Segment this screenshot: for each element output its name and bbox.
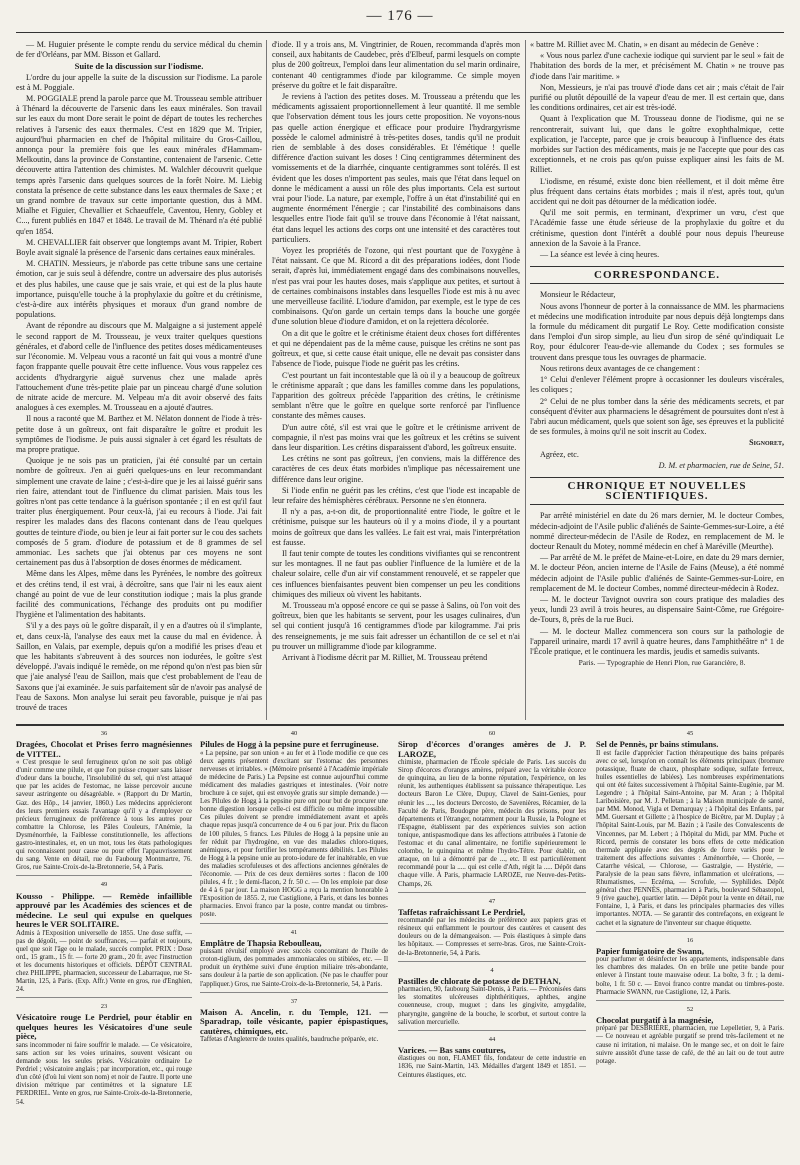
ad-body: puissant révulsif employé avec succès concomitant de l'huile de croton-tiglium, des pommades ammoniacales ou stibiées, etc. — Il produit un érythème suivi d'une éruption miliaire très-abondante, sans douleur à la partie de son application. (Ne pas le chauffer pour l'appliquer.) Gros, rue Sainte-Croix-de-la-Bretonnerie, 54, à Paris. <box>200 948 388 988</box>
ad-number: 45 <box>686 730 694 737</box>
section-title: CHRONIQUE ET NOUVELLES SCIENTIFIQUES. <box>530 477 784 505</box>
advertisement <box>200 929 388 993</box>
ad-title: Emplâtre de Thapsia Reboulleau, <box>200 937 322 948</box>
paragraph: Avant de répondre au discours que M. Malgaigne a si justement appelé le second rapport de M. Trousseau, je veux traiter quelques questions générales, et d'abord celle de l'influence des petites doses médicamenteuses sur l'économie. M. Velpeau vous a raconté un fait qui vous a montré d'une façon frappante quelle pouvait être cette influence. Vous vous rappelez ces accidents d'hydrargyrie aiguë survenus chez une malade après l'attouchement d'une très-petite plaie par un pinceau chargé d'une solution de nitrate acide de mercure. M. Velpeau m'a dit avoir observé des faits analogues à ces exemples. M. Trousseau en a ajouté d'autres. <box>16 321 262 413</box>
paragraph: « battre M. Rilliet avec M. Chatin, » en disant au médecin de Genève : <box>530 40 759 49</box>
ad-number: 44 <box>488 1035 496 1043</box>
ad-body: élastiques ou non, FLAMET fils, fondateur de cette industrie en 1836, rue Saint-Martin, 143. Médailles d'argent 1849 et 1851. — Ceintures élastiques, etc. <box>398 1055 586 1079</box>
paragraph: Il faut tenir compte de toutes les conditions vivifiantes qui se rencontrent sur les montagnes. Il ne faut pas oublier l'influence de la lumière et de la chaleur solaire, celle d'un air vif constamment renouvelé, et se rappeler que ces influences bienfaisantes peuvent bien compenser un peu les conditions chimiques des milieux où vivent les habitants. <box>272 548 520 599</box>
paragraph: L'iodisme, en résumé, existe donc bien réellement, et il doit même être plus fréquent dans certains états morbides ; mais il n'est, après tout, qu'un accident qui ne doit pas détourner de la médication iodée. <box>530 176 784 207</box>
paragraph: d'iode. Il y a trois ans, M. Vingtrinier, de Rouen, recommanda d'après mon conseil, aux habitants de Caudebec, près d'Elbeuf, parmi lesquels on compte plus de 200 goîtreux, l'emploi dans leur alimentation du sel marin ordinaire, contenant 40 centigrammes d'iode par kilogramme. Ce simple moyen préserve du goître et le fait disparaître. <box>272 40 520 90</box>
printer-line: Paris. — Typographie de Henri Plon, rue Garancière, 8. <box>578 658 746 668</box>
ad-title: Kousso - Philippe. — Remède infaillible approuvé par les Académies des sciences et de médecine. Le seul qui expulse en quelques heures le VER SOLITAIRE. <box>16 890 192 929</box>
ad-title: Chocolat purgatif à la magnésie, <box>596 1014 714 1025</box>
paragraph: M. CHATIN. Messieurs, je n'aborde pas cette tribune sans une certaine émotion, car je suis seul à défendre, contre un adversaire des plus autorisés et des plus habiles, une cause que je sais vraie, et qui est de la plus haute importance, puisqu'elle touche à la prophylaxie du goître et du crétinisme, c'est-à-dire aux intérêts physiques et moraux d'un grand nombre de populations. <box>16 259 262 320</box>
paragraph: — M. Huguier présente le compte rendu du service médical du chemin de fer d'Orléans, par MM. Bisson et Gallard. <box>16 40 262 60</box>
paragraph: On a dit que le goître et le crétinisme étaient deux choses fort différentes et qui ne dépendaient pas de la même cause, puisque les crétins ne sont pas goîtreux, et que, si cette cause était unique, elle ne devait pas consister dans l'absence de l'iode, puisque l'iode ne guérit pas les crétins. <box>272 328 520 369</box>
advertisement <box>200 998 388 1048</box>
advertisement <box>596 1006 784 1069</box>
ad-title: Varices. — Bas sans coutures, <box>398 1044 506 1055</box>
ad-body: chimiste, pharmacien de l'École spéciale de Paris. Les succès du Sirop d'écorces d'oranges amères, préparé avec la véritable écorce de quinquina, au lieu de la bonne réputation, l'expérience, on les réunit, les authentiques établissent sa puissance thérapeutique. Les docteurs Baron Le Clère, Dupuy, Clavel de Saint-Genies, pour réunir les ...., les docteurs Dercosto, de Savenières, Récamier, de la Faculté de Paris, Boudogne père, médecin des prisons, pour les départements et l'étranger, notamment pour la Russie, la Pologne et l'Espagne, établissent par des expériences suivies son action tonique, antispasmodique dans les affections attribuées à l'atonie de l'estomac et du canal alimentaire, ne fortifie supérieurement le colombo, le quinquina et même l'hydro-Tétre. Pour établir, on attaque, on lui a démontré par de ..., etc. Il est particulièrement recommandé pour la ..... qui est celle d'Ath, régit la ..... Dépôt dans chaque ville. À Paris, pharmacie LAROZE, rue Neuve-des-Petits-Champs, 26. <box>398 759 586 888</box>
ads-column-1 <box>16 730 192 1160</box>
paragraph: Agréez, etc. <box>540 449 579 459</box>
paragraph: Voyez les propriétés de l'ozone, qui n'est pourtant que de l'oxygène à l'état naissant. Ce que M. Ricord a dit des préparations iodées, dont l'iode serait, d'après lui, immédiatement engagé dans des combinaisons nouvelles, n'est pas vrai pour les hautes doses, mais s'applique aux petites, et surtout à de certaines combinaisons instables dans lesquelles l'iode est mis à nu avec une merveilleuse facilité. L'iodure d'amidon, par exemple, est le type de ces combinaisons. Qu'on garde un certain temps dans la bouche une gorgée d'une solution bleue d'iodure d'amidon, et on la rejettera décolorée. <box>272 246 520 327</box>
ad-title: Papier fumigatoire de Swann, <box>596 945 704 956</box>
ad-title: Vésicatoire rouge Le Perdriel, pour établir en quelques heures les Vésicatoires d'une seule pièce, <box>16 1012 192 1042</box>
column-divider <box>266 40 267 720</box>
advertisement <box>16 1003 192 1109</box>
advertisement <box>16 881 192 998</box>
ad-number: 4 <box>490 966 494 974</box>
section-heading: Suite de la discussion sur l'iodisme. <box>74 61 204 72</box>
signature-address: D. M. et pharmacien, rue de Seine, 51. <box>658 460 784 470</box>
column-divider <box>525 40 526 720</box>
ad-number: 49 <box>100 881 108 889</box>
paragraph: Quoique je ne sois pas un praticien, j'ai été consulté par un certain nombre de goîtreux. J'en ai guéri quelques-uns en leur recommandant simplement une cravate de laine ; c'est-à-dire que je les ai laissé guérir sans rien faire, attendant tout de l'influence du climat parisien. Mais tous les goîtres n'ont pas cette tendance à la guérison spontanée ; il en est qu'il faut traiter plus énergiquement. Pour ceux-là, j'ai eu recours à l'iode. J'ai fait respirer les malades dans des flacons contenant dans de l'eau quelques gouttes de teinture d'iode, ou bien je leur ai fait porter sur le cou des sachets composés de 5 gram. d'iodure de potassium et de 8 grammes de sel ammoniac. Les sachets que j'ai obtenus par ces moyens ne sont certainement pas dus à l'absorption de doses énormes de médicament. <box>16 456 262 568</box>
paragraph: — Par arrêté de M. le préfet de Maine-et-Loire, en date du 29 mars dernier, M. le docteur Péon, ancien interne de l'Asile de Fains (Meuse), a été nommé médecin adjoint de l'Asile public d'aliénés de Sainte-Gemmes-sur-Loire, en remplacement de M. le docteur Combes, nommé directeur-médecin à Rodez. <box>530 553 784 593</box>
paragraph: — M. le docteur Tavignot ouvrira son cours pratique des maladies des yeux, lundi 23 avril à trois heures, au dispensaire Saint-Côme, rue Grégoire-de-Tours, 8, près de la rue Buci. <box>530 594 784 625</box>
advertisement <box>398 967 586 1031</box>
article-column-3 <box>530 40 784 742</box>
advertisement <box>596 730 784 932</box>
article-column-1 <box>16 40 262 720</box>
ads-column-2 <box>200 730 388 1160</box>
ad-number: 23 <box>100 1003 108 1011</box>
paragraph: Il nous a raconté que M. Barthez et M. Nélaton donnent de l'iode à très-petite dose à un goîtreux, ont fait disparaître le goître et produit les symptômes de l'iodisme. Je puis aussi signaler à cet égard les résultats de ma propre pratique. <box>16 414 262 454</box>
header-rule <box>16 32 784 33</box>
ad-number: 37 <box>290 997 298 1005</box>
ad-body: pharmacien, 90, faubourg Saint-Denis, à Paris. — Préconisées dans les stomatites ulcéreuses diphthéritiques, aphthes, angine couenneuse, croup, muguet ; dans les gingivite, amygdalite, pharyngite, gangrène de la bouche, le scorbut, et surtout contre la salivation mercurielle. <box>398 986 586 1026</box>
ad-title: Sel de Pennès, pr bains stimulans. <box>596 739 719 750</box>
paragraph: Il n'y a pas, a-t-on dit, de proportionnalité entre l'iode, le goître et le crétinisme, puisque sur les hauteurs où il y a moins d'iode, il y a pourtant moins de goîtreux que dans les vallées. Le fait est vrai, mais l'interprétation est fausse. <box>272 507 520 547</box>
paragraph: S'il y a des pays où le goître disparaît, il y en a d'autres où il s'implante, et, dans ceux-là, l'analyse des eaux met la cause du mal en évidence. À Saillon, en Valais, par exemple, depuis qu'on a modifié les prises d'eau et que les habitants s'abreuvent à des sources non iodurées, le goître s'est développé. J'avais indiqué le remède, on me répond qu'on n'est pas bien sûr que j'aie analysé l'eau de Saillon, mais que c'est probablement de l'eau de Saxons que j'ai examinée. Je suis parfaitement sûr de n'avoir pas analysé de l'eau de Saxons. Mon analyse lui serait peu favorable, puisque je n'ai pas trouvé de traces <box>16 621 262 712</box>
advertisement <box>200 730 388 924</box>
advertisement <box>596 937 784 1001</box>
ad-body: recommandé par les médecins de préférence aux papiers gras et résineux qui enflamment le pourtour des cautères et causent des douleurs ou de la démangeaison. — Pois élastiques à simple dans les hôpitaux. — Compresses et serre-bras. Gros, rue Sainte-Croix-de-la-Bretonnerie, 54, à Paris. <box>398 917 586 957</box>
paragraph: — M. le docteur Mallez commencera son cours sur la pathologie de l'appareil urinaire, mardi 17 avril à quatre heures, dans l'amphithéâtre n° 1 de l'École pratique, et le continuera les mardis, jeudis et samedis suivants. <box>530 626 784 656</box>
article-column-2 <box>272 40 520 696</box>
paragraph: Non, Messieurs, je n'ai pas trouvé d'iode dans cet air ; mais c'était de l'air purifié ou plutôt dépouillé de la vapeur d'eau de mer. Il est certain que, dans les conditions ordinaires, cet air est très-iodé. <box>530 82 784 113</box>
paragraph: M. POGGIALE prend la parole parce que M. Trousseau semble attribuer à Thénard la découverte de l'arsenic dans les eaux minérales. Son travail sur les eaux du mont Dore serait le point de départ de toutes les recherches relatives à l'arsenic des eaux thermales. C'est en 1829 que M. Tripier, aujourd'hui pharmacien en chef de l'hôpital militaire du Gros-Caillou, annonça pour la première fois que les eaux minérales d'Hammam-Melkoutin, dans la province de Constantine, contenaient de l'arsenic. Cette découverte attira l'attention des chimistes. M. Walchler découvrit quelque temps après l'arsenic dans quelques sources de la forêt Noire. M. Liebig constata la présence de cette substance dans les eaux thermales de Saxe ; et un grand nombre de travaux sur cette importante question, dus à MM. Mialhe et Figuier, Chevallier et Schaeuffele, Caventou, Henry, Gobley et C..., furent publiés en 1847 et 1848. Le travail de M. Thénard n'a été publié qu'en 1854. <box>16 94 262 236</box>
ad-number: 16 <box>686 936 694 944</box>
ads-column-4 <box>596 730 784 1160</box>
paragraph: Nous avons l'honneur de porter à la connaissance de MM. les pharmaciens et médecins une modification introduite par nous depuis déjà longtemps dans la formule du médicament dit purgatif Le Roy. Cette modification consiste dans l'emploi d'un sirop simple, au lieu d'un sirop de séné qu'indiquait Le Roy, pour édulcorer l'eau-de-vie allemande du Codex ; ses formules se trouvent dans presque tous les ouvrages de pharmacie. <box>530 301 784 362</box>
ad-number: 40 <box>290 730 298 737</box>
paragraph: Nous retirons deux avantages de ce changement : <box>540 363 700 373</box>
paragraph: Monsieur le Rédacteur, <box>540 290 616 300</box>
advertisements-rule <box>16 724 784 726</box>
ad-body: préparé par DESBRIÈRE, pharmacien, rue Lepelletier, 9, à Paris. — Ce nouveau et agréable purgatif se prend très-facilement et ne cause ni irritation, ni malaise. On le mange sec, et on doit le faire suivre aussitôt d'une tasse de café, de thé au lait ou de tout autre potage. <box>596 1025 784 1065</box>
paragraph: 2° Celui de ne plus tomber dans la série des médicaments secrets, et par conséquent d'éviter aux pharmaciens le désagrément de poursuites dont n'est à l'abri aucun médicament, quels que soient son âge, ses épreuves et la publicité de ses formules, à moins qu'il ne soit inscrit au Codex. <box>530 396 784 437</box>
ad-number: 41 <box>290 928 298 936</box>
ad-title: Pilules de Hogg à la pepsine pure et ferrugineuse. <box>200 739 379 750</box>
paragraph: Quant à l'explication que M. Trousseau donne de l'iodisme, qui ne se rencontrerait, suivant lui, que dans le goître exophthalmique, cette explication, je l'accepte, parce que je crois beaucoup à l'influence des états morbides sur l'action des médicaments, mais je ne l'accepte que pour des cas exceptionnels, et ne crois pas qu'on puisse expliquer ainsi les faits de M. Rilliet. <box>530 114 784 175</box>
paragraph: Qu'il me soit permis, en terminant, d'exprimer un vœu, c'est que l'Académie fasse une étude sérieuse de la prophylaxie du goître et du crétinisme, question dont l'intérêt a doublé pour nous depuis l'heureuse annexion de la Savoie à la France. <box>530 208 784 248</box>
ad-body: pour parfumer et désinfecter les appartements, indispensable dans les chambres des malades. On en brûle une petite bande pour enlever à l'instant toute mauvaise odeur. La boîte, 3 fr. ; la demi-boîte, 1 fr. 50 c. — Envoi franco contre mandat ou timbres-poste. Pharmacie SWANN, rue Castiglione, 12, à Paris. <box>596 956 784 996</box>
paragraph: Si l'iode enfin ne guérit pas les crétins, c'est que l'iode est incapable de leur refaire des hémisphères cérébraux. Personne ne s'en étonnera. <box>272 485 520 505</box>
ad-number: 60 <box>488 730 496 737</box>
ad-body: Admis à l'Exposition universelle de 1855. Une dose suffit, — pas de dégoût, — point de souffrances, — parfait et toujours, quel que soit l'âge ou le malade, succès complet. PRIX : Dose ord., 15 gram., 15 fr. — forte 20 gram., 20 fr. avec l'instruction et les documents historiques et officiels. DÉPÔT CENTRAL chez PHILIPPE, pharmacien, successeur de Labarraque, rue St-Martin, 125, à Paris. (Exp. Affr.) Vente en gros, rue d'Enghien, 24. <box>16 929 192 994</box>
ad-title: Pastilles de chlorate de potasse de DETHAN, <box>398 975 561 986</box>
paragraph: Les crétins ne sont pas goîtreux, j'en conviens, mais la différence des caractères de ces deux états morbides n'implique pas nécessairement une différence dans leur origine. <box>272 454 520 484</box>
paragraph: L'ordre du jour appelle la suite de la discussion sur l'iodisme. La parole est à M. Poggiale. <box>16 72 262 92</box>
ad-body: sans incommoder ni faire souffrir le malade. — Ce vésicatoire, sans action sur les voies urinaires, souvent vésicant ou demande sous les seules prisés. Vésicatoire ordinaire Le Perdriel ; vésicatoire anglais ; par incorporation, etc., qui rouge d'un côté (d'où lui vient son nom) et noir de l'autre. Il porte une division métrique par centimètres et la signature LE PERDRIEL. Vente en gros, rue Sainte-Croix-de-la-Bretonnerie, 54. <box>16 1041 192 1106</box>
ad-number: 47 <box>488 897 496 905</box>
paragraph: D'un autre côté, s'il est vrai que le goître et le crétinisme arrivent de compagnie, il n'est pas moins vrai que les goîtreux et les crétins se suivent dans leur disparition. Les crétins disparaissent d'abord, les goîtreux ensuite. <box>272 422 520 452</box>
page-number: — 176 — <box>366 8 434 24</box>
paragraph: Je reviens à l'action des petites doses. M. Trousseau a prétendu que les médicaments agissaient proportionnellement à leur quantité. Il me semble que l'observation dément tous les jours cette proposition. Ne voyons-nous pas quelle action énergique et efficace pour produire l'hydrargyrisme possède le calomel administré à très-petites doses, tandis qu'il ne produit rien de semblable à des doses considérables. Et l'émétique ! quelle différence d'action suivant les doses ! Cinq centigrammes déterminent des vomissements et de la diarrhée, cinquante centigrammes sont tolérés. Il est évident que les doses n'importent pas seules, mais que l'état dans lequel on donne le médicament a aussi un rôle des plus importants. Cela est surtout vrai pour l'iode. La nature, par exemple, l'offre à un état d'instabilité qui en augmente énormément l'énergie ; car l'instabilité des combinaisons dans lesquelles entre l'iode fait qu'il se trouve dans l'économie à l'état naissant, état dans lequel les actions des corps ont une intensité et des caractères tout particuliers. <box>272 92 520 244</box>
paragraph: M. Trousseau m'a opposé encore ce qui se passe à Salins, où l'on voit des goîtreux, bien que les habitants se servent, pour les usages culinaires, d'un sel qui contient jusqu'à 16 centigrammes d'iode par kilogramme. J'ai pris des renseignements, je me suis fait adresser un échantillon de ce sel et n'ai pu trouver un milligramme d'iode par kilogramme. <box>272 600 520 651</box>
advertisement <box>398 898 586 962</box>
paragraph: C'est pourtant un fait incontestable que là où il y a beaucoup de goîtreux le crétinisme apparaît ; que dans les familles comme dans les populations, l'apparition des goîtreux précède l'apparition des crétins, le crétinisme semblant n'être que le goître en quelque sorte renforcé par l'influence constante des mêmes causes. <box>272 370 520 421</box>
paragraph: — La séance est levée à cinq heures. <box>540 250 660 260</box>
ad-title: Maison A. Ancelin, r. du Temple, 121. — Sparadrap, toile vésicante, papier épispastiques, cautères, chimiques, etc. <box>200 1006 388 1036</box>
section-title: CORRESPONDANCE. <box>530 266 784 284</box>
advertisement <box>16 730 192 876</box>
ad-number: 52 <box>686 1005 694 1013</box>
ad-number: 36 <box>100 730 108 737</box>
paragraph: « Vous nous parlez d'une cachexie iodique qui survient par le seul » fait de l'habitation des bords de la mer, et précisément M. Chatin » ne trouve pas d'iode dans l'air maritime. » <box>530 51 784 81</box>
ad-body: Il est facile d'apprécier l'action thérapeutique des bains préparés avec ce sel, lorsqu'on en connaît les éléments principaux (bromure potassique, fluate de chaux, phosphate sodique, sulfate ferreux, huiles essentielles de labiées). Les nombreuses expérimentations qui ont été faites successivement à l'hôpital Sainte-Eugénie, par M. Legendre ; à l'hôpital Saint-Antoine, par M. Aran ; à l'hôpital Lariboisière, par M. J. Pelletan ; à la Maison municipale de santé, par MM. Monod, Vigla et Demarquay ; à l'hôpital des Enfants, par MM. Guersant et Gillette ; à l'hospice de Bicêtre, par M. Duplay ; à l'hôpital Saint-Louis, par M. Bazin ; à l'asile des Convalescents de Vincennes, par M. Lebert ; à l'hôpital du Midi, par MM. Puche et Ricord, permis de constater les bons effets de cette médication thermale appliquée avec des degrés de force variés pour le traitement des affections suivantes : Aménorrhée, — Chorée, — Catarrhe vésical, — Chlorose, — Gastralgie, — Hystérie, — Paralysie de la peau sans fièvre, inflammation et ulcérations, — Rhumatismes, — Eczéma, — Scrofule, — Syphilides. Dépôt général chez PENNÈS, pharmacien à Paris, boulevard Sébastopol, 9 (rive gauche), quartier latin. — Dépôt pour la vente en détail, rue Fontaine, 1, à Paris, et dans les principales pharmacies des villes importantes. NOTA. — Se garantir des contrefaçons, en exigeant le cachet et la signature de l'inventeur sur chaque étiquette. <box>596 749 784 927</box>
paragraph: Par arrêté ministériel en date du 26 mars dernier, M. le docteur Combes, médecin-adjoint de l'Asile public d'aliénés de Sainte-Gemmes-sur-Loire, a été nommé directeur-médecin de l'Asile de Rodez, en remplacement de M. le docteur Renault du Motey, nommé médecin en chef à Maréville (Meurthe). <box>530 511 784 551</box>
signature: Signoret, <box>749 438 784 448</box>
ad-title: Sirop d'écorces d'oranges amères de J. P. LAROZE, <box>398 739 586 759</box>
advertisement <box>398 1036 586 1083</box>
ads-column-3 <box>398 730 586 1160</box>
ad-title: Dragées, Chocolat et Prises ferro magnésiennes de VITTEL. <box>16 739 192 759</box>
ad-body: Taffetas d'Angleterre de toutes qualités, baudruche préparée, etc. <box>200 1036 379 1044</box>
paragraph: Arrivant à l'iodisme décrit par M. Rilliet, M. Trousseau prétend <box>282 652 488 662</box>
advertisement <box>398 730 586 893</box>
paragraph: Même dans les Alpes, même dans les Pyrénées, le nombre des goîtreux et des crétins tend, il est vrai, à décroître, sans que l'air ni les eaux aient changé au point de vue de leur constitution iodique ; mais la plus grande facilité des communications, l'échange des produits ont pu modifier l'hygiène et l'alimentation des habitants. <box>16 569 262 620</box>
paragraph: M. CHEVALLIER fait observer que longtemps avant M. Tripier, Robert Boyle avait signalé la présence de l'arsenic dans certaines eaux minérales. <box>16 237 262 258</box>
ad-body: « C'est presque le seul ferrugineux qu'on ne soit pas obligé d'unir comme une pilule, et que l'on puisse croquer sans laisser d'odeur dans la bouche, l'insolubilité du sel, qui n'est attaqué que par les acides de l'estomac, ne laisse percevoir aucune saveur astringente ou désagréable. » (Rapport du Dr Martin, Gaz. des Hôp., 14 janvier, 1860.) Les médecins apprécieront des leurs premiers essais l'avantage qu'il y a d'employer ce précieux ferrugineux de préférence à tous les autres pour combattre la Chlorose, les Pâles Couleurs, l'Anémie, la Dysménorrhée, la Faiblesse constitutionnelle, les affections gastro-intestinales, et, en un mot, tous les états pathologiques qui reconnaissent pour cause ou pour effet l'appauvrissement du sang. Vente en détail, rue du Faubourg Montmartre, 76. Gros, rue Sainte-Croix-de-la-Bretonnerie, 54, à Paris. <box>16 759 192 872</box>
paragraph: 1° Celui d'enlever l'élément propre à occasionner les douleurs viscérales, les coliques ; <box>530 375 784 395</box>
ad-title: Taffetas rafraîchissant Le Perdriel, <box>398 906 526 917</box>
ad-body: « La pepsine, par son union « au fer et à l'iode modifie ce que ces deux agents présentent d'excitant sur l'estomac des personnes nerveuses et irritables. » (Mémoire présenté à l'Académie impériale de médecine de Paris.) La Pepsine est connue aujourd'hui comme médicament des maladies gastriques et intestinales. (Voir notre brochure à ce sujet, qui est envoyée gratis sur simple demande.) — Les Pilules de Hogg à la pepsine pure ont pour but de procurer une bonne digestion lorsque celle-ci est difficile ou même impossible. Ces pilules doivent se prendre immédiatement avant et après chaque repas jusqu'à concurrence de 4 ou 6 par jour. Prix du flacon de 100 pilules, 5 francs. Les Pilules de Hogg à la pepsine unie au fer réduit par l'hydrogène, en vue des maladies chloro-tiques, anémiques, et pour fortifier les tempéraments débilités. Les Pilules de Hogg à la pepsine unie au proto-iodure de fer inaltérable, en vue des maladies scrofuleuses et des affections anciennes générales de l'économie. — Prix de ces deux dernières sortes : flacon de 100 pilules, 4 fr. ; le demi-flacon, 2 fr. 50 c. — On les emploie par dose de 4 à 6 par jour. La maison HOGG a reçu la mention honorable à l'Exposition de 1855. 2, rue Castiglione, à Paris, et dans les bonnes pharmacies. Envoi franco par la poste, contre mandat ou timbres-poste. <box>200 749 388 919</box>
